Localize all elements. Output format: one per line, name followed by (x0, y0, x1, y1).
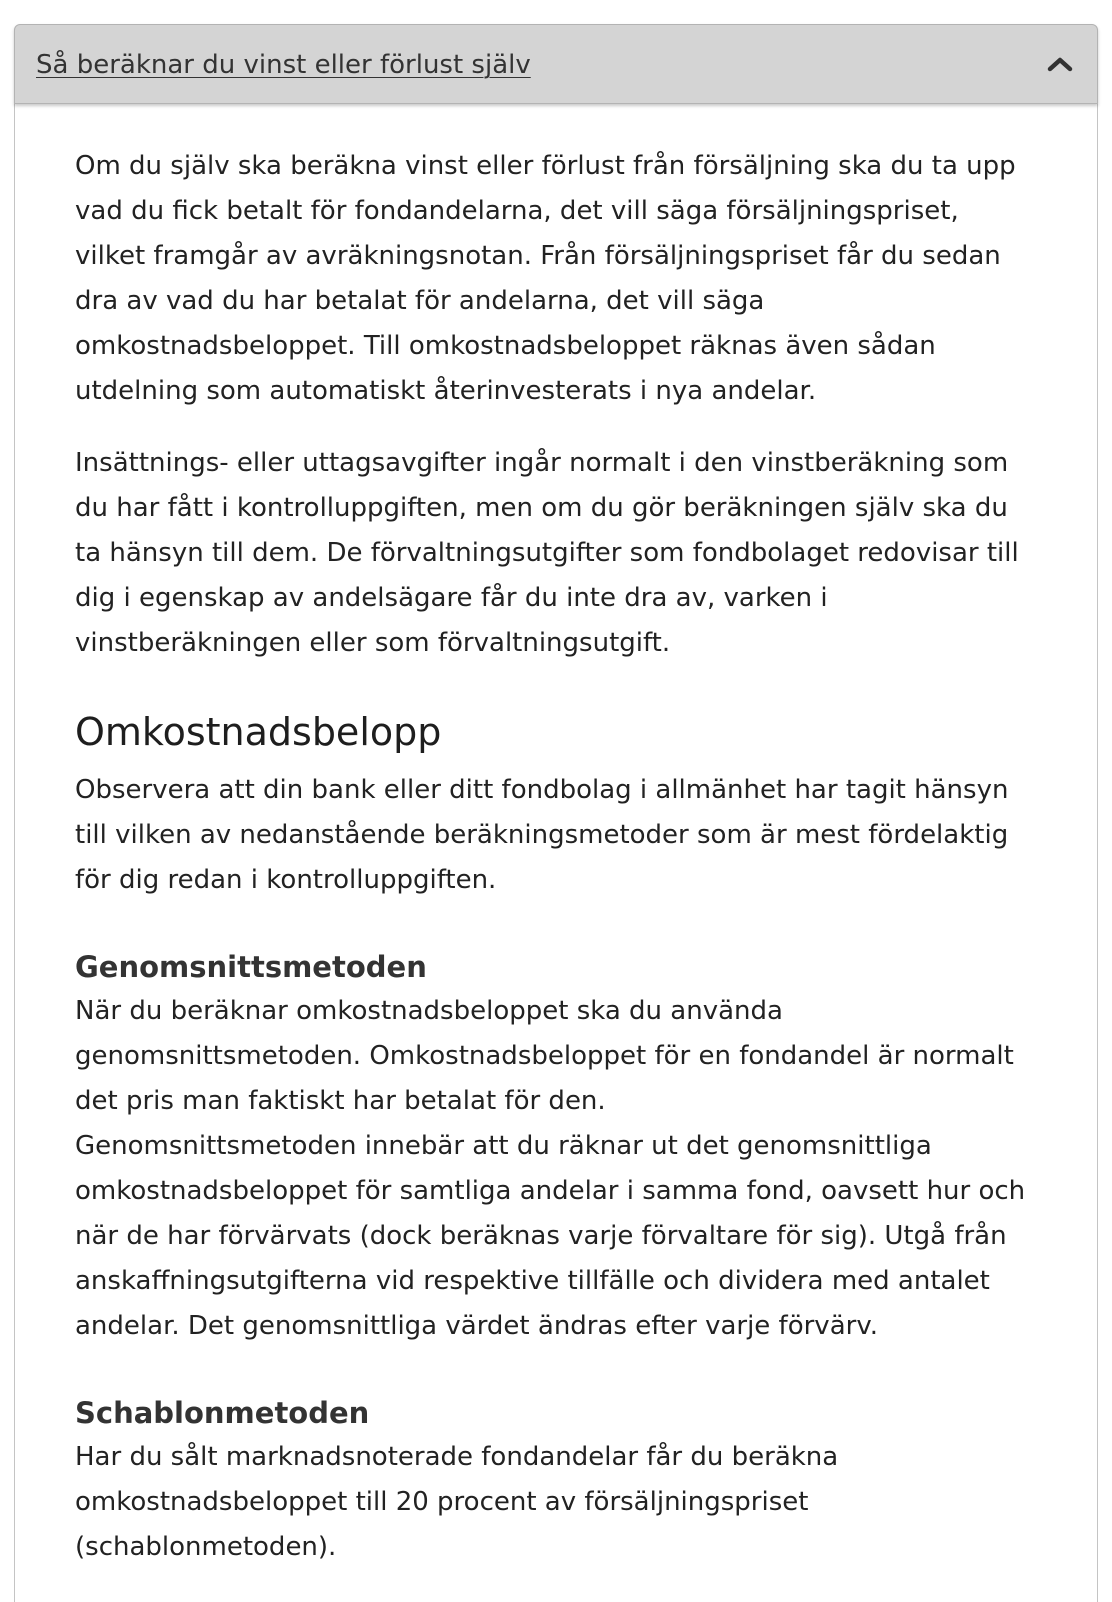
intro-paragraph-1: Om du själv ska beräkna vinst eller förlust från försäljning ska du ta upp vad du fick betalt för fondandelarna, det vill säga försäljningspriset, vilket framgår av avräkningsnotan. Från försäljningspriset får du sedan dra av vad du har betalat för andelarna, det vill säga omkostnadsbeloppet. Till omkostnadsbeloppet räknas även sådan utdelning som automatiskt återinvesterats i nya andelar. (75, 151, 1016, 406)
genomsnittsmetoden-heading: Genomsnittsmetoden (75, 950, 427, 984)
accordion-header[interactable] (14, 24, 1098, 104)
accordion-title[interactable]: Så beräknar du vinst eller förlust själv (36, 50, 531, 80)
accordion-panel (14, 104, 1098, 1602)
accordion (14, 24, 1098, 1602)
genomsnittsmetoden-paragraph-1: När du beräknar omkostnadsbeloppet ska du använda genomsnittsmetoden. Omkostnadsbeloppet för en fondandel är normalt det pris man faktiskt har betalat för den. (75, 996, 1014, 1116)
schablonmetoden-heading: Schablonmetoden (75, 1396, 370, 1430)
genomsnittsmetoden-paragraph-2: Genomsnittsmetoden innebär att du räknar ut det genomsnittliga omkostnadsbeloppet för samtliga andelar i samma fond, oavsett hur och när de har förvärvats (dock beräknas varje förvaltare för sig). Utgå från anskaffningsutgifterna vid respektive tillfälle och dividera med antalet andelar. Det genomsnittliga värdet ändras efter varje förvärv. (75, 1131, 1026, 1341)
schablonmetoden-paragraph: Har du sålt marknadsnoterade fondandelar får du beräkna omkostnadsbeloppet till 20 procent av försäljningspriset (schablonmetoden). (75, 1442, 839, 1562)
omkostnadsbelopp-heading: Omkostnadsbelopp (75, 710, 442, 754)
omkostnadsbelopp-paragraph: Observera att din bank eller ditt fondbolag i allmänhet har tagit hänsyn till vilken av nedanstående beräkningsmetoder som är mest fördelaktig för dig redan i kontrolluppgiften. (75, 775, 1009, 895)
chevron-up-icon[interactable] (1043, 47, 1077, 81)
intro-paragraph-2: Insättnings- eller uttagsavgifter ingår normalt i den vinstberäkning som du har fått i kontrolluppgiften, men om du gör beräkningen själv ska du ta hänsyn till dem. De förvaltningsutgifter som fondbolaget redovisar till dig i egenskap av andelsägare får du inte dra av, varken i vinstberäkningen eller som förvaltningsutgift. (75, 448, 1019, 658)
panel-content (75, 144, 1035, 1570)
